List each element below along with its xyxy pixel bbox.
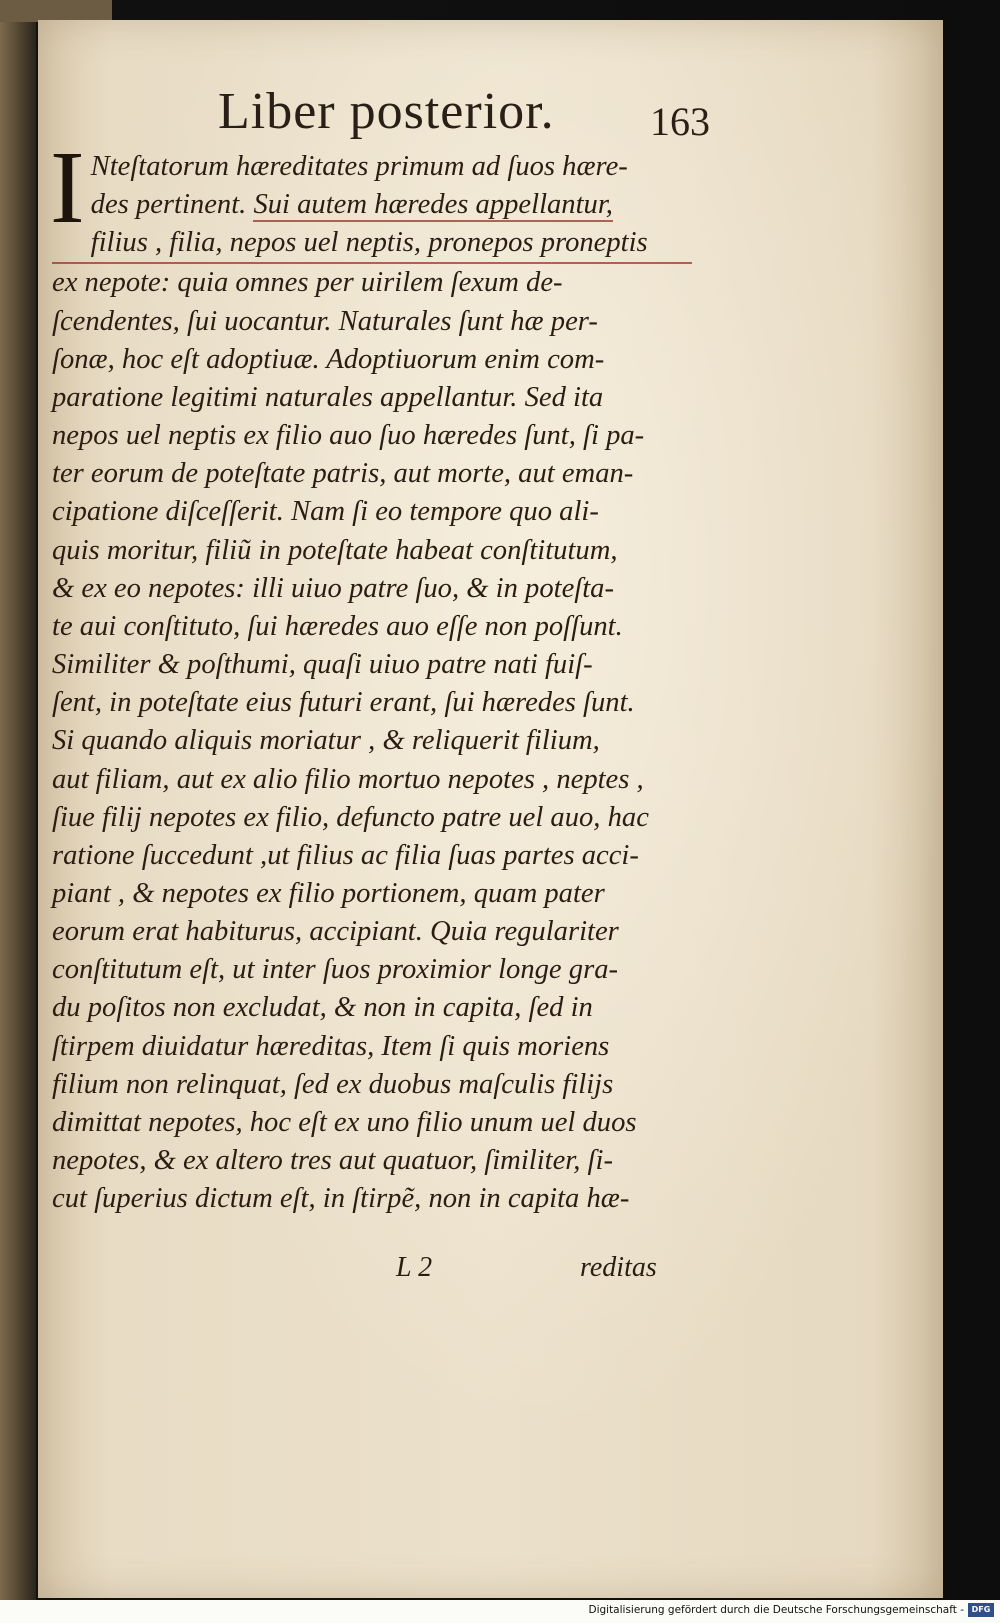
text-line: ſiue filij nepotes ex filio, defuncto patre uel auo, hac xyxy=(52,801,649,833)
signature-mark: L 2 xyxy=(396,1252,433,1283)
text-line: ſcendentes, ſui uocantur. Naturales ſunt hæ per- xyxy=(52,305,598,337)
text-segment: des pertinent. xyxy=(90,189,254,221)
digitization-footer xyxy=(0,1600,1000,1623)
text-line xyxy=(52,186,692,224)
page-header xyxy=(38,78,943,158)
text-line: paratione legitimi naturales appellantur. Sed ita xyxy=(52,381,604,413)
text-line: piant , & nepotes ex filio portionem, quam pater xyxy=(52,877,605,909)
text-line: te aui conſtituto, ſui hæredes auo eſſe non poſſunt. xyxy=(52,610,623,642)
scan-corner-strip xyxy=(0,0,112,22)
text-line: ter eorum de poteſtate patris, aut morte, aut eman- xyxy=(52,458,634,490)
text-line: ſtirpem diuidatur hæreditas, Item ſi quis moriens xyxy=(52,1030,610,1062)
book-page xyxy=(38,20,943,1598)
text-line: du poſitos non excludat, & non in capita, ſed in xyxy=(52,992,593,1024)
underlined-phrase: Sui autem hæredes appellantur, xyxy=(253,189,613,221)
text-line: & ex eo nepotes: illi uiuo patre ſuo, & in poteſta- xyxy=(52,572,614,604)
text-line: Nteſtatorum hæreditates primum ad ſuos hære- xyxy=(90,151,628,182)
text-line: Similiter & poſthumi, quaſi uiuo patre nati fuiſ- xyxy=(52,649,593,681)
catchline xyxy=(38,1252,943,1292)
body-text xyxy=(50,130,692,1218)
page-number: 163 xyxy=(650,99,710,144)
text-line-underlined: filius , filia, nepos uel neptis, pronepos proneptis xyxy=(52,224,692,264)
text-line: nepotes, & ex altero tres aut quatuor, ſimiliter, ſi- xyxy=(52,1145,613,1177)
text-line: ſent, in poteſtate eius futuri erant, ſui hæredes ſunt. xyxy=(52,687,635,719)
text-line: ratione ſuccedunt ,ut filius ac filia ſuas partes acci- xyxy=(52,839,639,871)
catchword: reditas xyxy=(580,1252,657,1283)
text-line: quis moritur, filiũ in poteſtate habeat conſtitutum, xyxy=(52,534,618,566)
text-line: Si quando aliquis moriatur , & reliquerit filium, xyxy=(52,725,600,757)
text-line: filium non relinquat, ſed ex duobus maſculis filijs xyxy=(52,1068,614,1100)
text-line: nepos uel neptis ex filio auo ſuo hæredes ſunt, ſi pa- xyxy=(52,420,645,452)
funding-credit: Digitalisierung gefördert durch die Deutsche Forschungsgemeinschaft - xyxy=(588,1604,964,1616)
text-line: conſtitutum eſt, ut inter ſuos proximior longe gra- xyxy=(52,954,619,986)
text-line: eorum erat habiturus, accipiant. Quia regulariter xyxy=(52,916,619,948)
drop-cap: I xyxy=(50,130,85,245)
text-line: ſonæ, hoc eſt adoptiuæ. Adoptiuorum enim com- xyxy=(52,343,605,375)
text-line: ex nepote: quia omnes per uirilem ſexum de- xyxy=(52,267,563,299)
text-line: aut filiam, aut ex alio filio mortuo nepotes , neptes , xyxy=(52,763,644,795)
text-line: cipatione diſceſſerit. Nam ſi eo tempore quo ali- xyxy=(52,496,599,528)
book-spine-edge xyxy=(0,0,36,1600)
text-line: cut ſuperius dictum eſt, in ſtirpẽ, non in capita hæ- xyxy=(52,1183,630,1215)
running-head: Liber posterior. xyxy=(218,83,555,140)
dfg-logo: DFG xyxy=(968,1603,994,1617)
text-line: dimittat nepotes, hoc eſt ex uno filio unum uel duos xyxy=(52,1106,637,1138)
